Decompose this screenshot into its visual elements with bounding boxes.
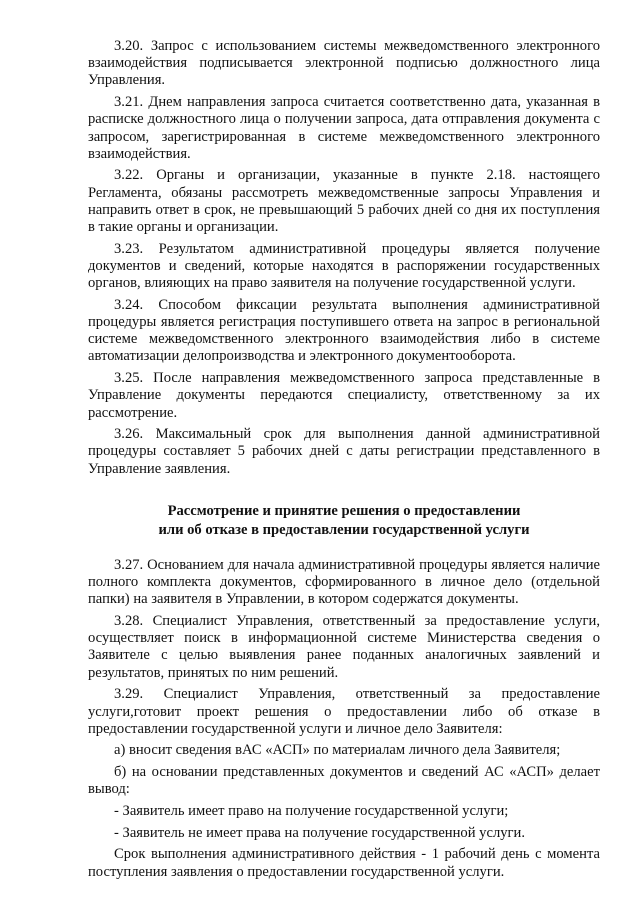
paragraph-3-25: 3.25. После направления межведомственного запроса представленные в Управление документы передаются специалисту, ответственному за их рассмотрение. (88, 370, 600, 421)
paragraph-3-21: 3.21. Днем направления запроса считается соответственно дата, указанная в расписке должностного лица о получении запроса, дата отправления документа с запросом, зарегистрированная в системе межведомственного электронного взаимодействия. (88, 94, 600, 162)
paragraph-3-24: 3.24. Способом фиксации результата выполнения административной процедуры является регистрация поступившего ответа на запрос в региональной системе межведомственного электронного взаимодействия либо в системе автоматизации делопроизводства и электронного документооборота. (88, 296, 600, 365)
list-item-a: а) вносит сведения вАС «АСП» по материалам личного дела Заявителя; (114, 742, 561, 759)
list-item-b: б) на основании представленных документов и сведений АС «АСП» делает вывод: (88, 764, 600, 798)
list-item-dash-1: - Заявитель имеет право на получение государственной услуги; (114, 803, 509, 820)
paragraph-3-20: 3.20. Запрос с использованием системы межведомственного электронного взаимодействия подписывается электронной подписью должностного лица Управления. (88, 38, 600, 89)
paragraph-deadline: Срок выполнения административного действия - 1 рабочий день с момента поступления заявления о предоставлении государственной услуги. (88, 846, 600, 880)
paragraph-3-22: 3.22. Органы и организации, указанные в пункте 2.18. настоящего Регламента, обязаны рассмотреть межведомственные запросы Управления и направить ответ в срок, не превышающий 5 рабочих дней со дня их поступления в такие органы и организации. (88, 167, 600, 236)
paragraph-3-28: 3.28. Специалист Управления, ответственный за предоставление услуги, осуществляет поиск в информационной системе Министерства сведения о Заявителе с целью выявления ранее поданных аналогичных заявлений и результатов, принятых по ним решений. (88, 612, 600, 681)
paragraph-3-23: 3.23. Результатом административной процедуры является получение документов и сведений, которые находятся в распоряжении государственных органов, влияющих на право заявителя на получение государственной услуги. (88, 240, 600, 292)
section-heading-line-2: или об отказе в предоставлении государственной услуги (158, 521, 530, 538)
list-item-dash-2: - Заявитель не имеет права на получение государственной услуги. (114, 824, 525, 841)
paragraph-3-26: 3.26. Максимальный срок для выполнения данной административной процедуры составляет 5 рабочих дней с даты регистрации представленного в Управление заявления. (88, 426, 600, 477)
section-heading (88, 502, 600, 540)
paragraph-3-27: 3.27. Основанием для начала административной процедуры является наличие полного комплекта документов, сформированного в личное дело (отдельной папки) на заявителя в Управлении, в котором содержатся документы. (88, 556, 600, 608)
section-heading-line-1: Рассмотрение и принятие решения о предоставлении (167, 502, 521, 519)
paragraph-3-29: 3.29. Специалист Управления, ответственный за предоставление услуги,готовит проект решения о предоставлении либо об отказе в предоставлении государственной услуги и личное дело Заявителя: (88, 686, 600, 737)
